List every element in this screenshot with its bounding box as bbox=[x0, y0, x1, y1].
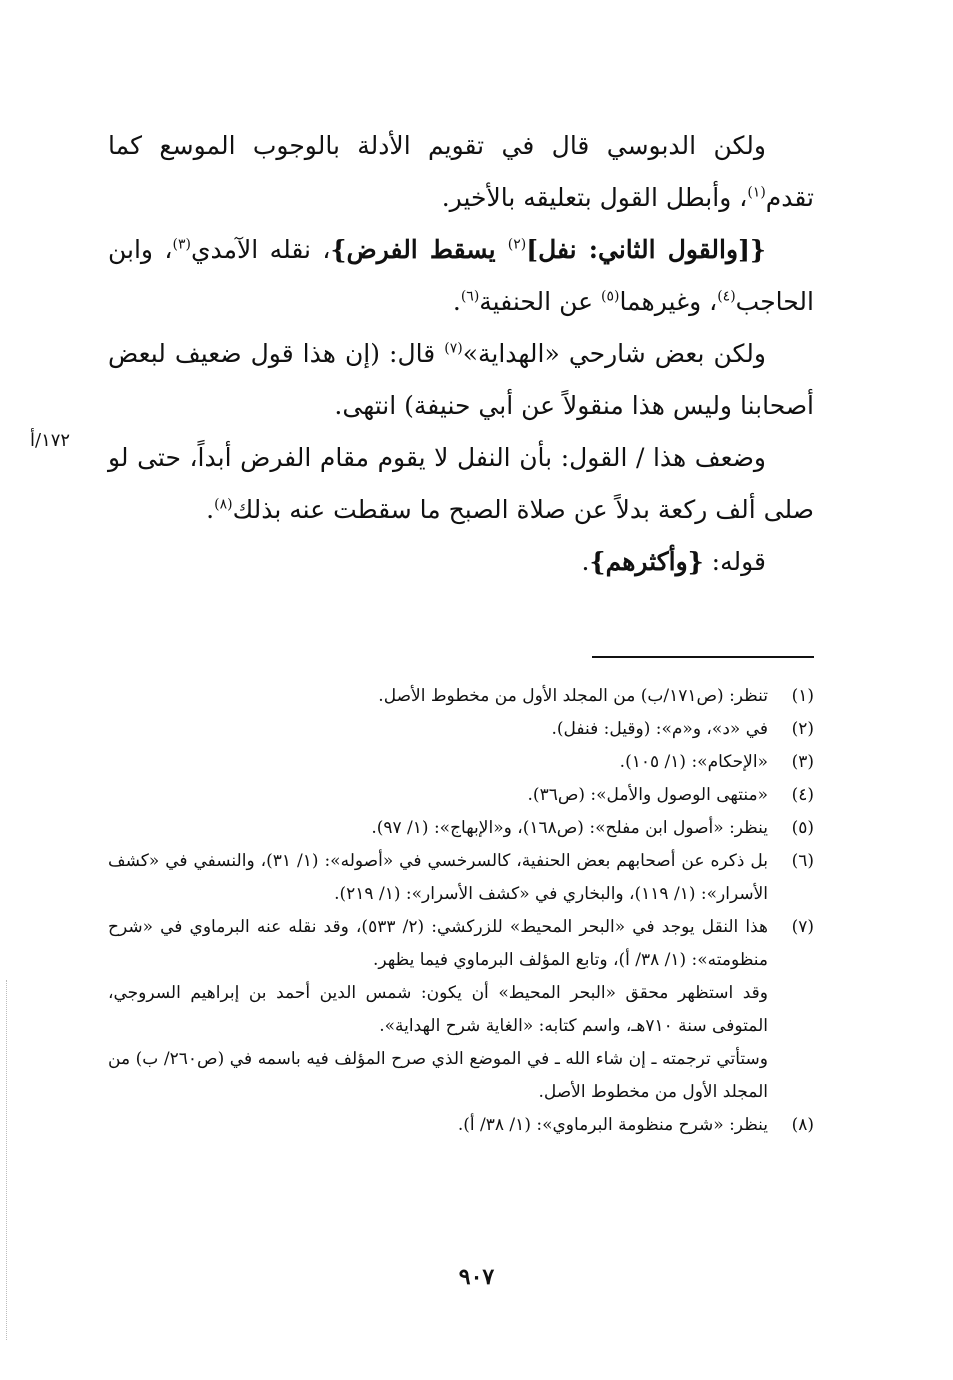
paragraph-5 bbox=[108, 536, 814, 588]
paragraph-2-text-a: ، نقله الآمدي bbox=[190, 235, 331, 264]
footnote-body bbox=[108, 713, 768, 746]
footnote-ref-1[interactable]: (١) bbox=[747, 184, 766, 201]
paragraph-4-text: وضعف هذا / القول: بأن النفل لا يقوم مقام الفرض أبداً، حتى لو صلى ألف ركعة بدلاً عن صلاة الصبح ما سقطت عنه بذلك bbox=[108, 443, 814, 524]
paragraph-2-text-b: ، وابن الحاجب bbox=[108, 235, 814, 316]
footnote-4 bbox=[108, 779, 814, 812]
footnote-body bbox=[108, 1109, 768, 1142]
footnote-2 bbox=[108, 713, 814, 746]
footnote-8 bbox=[108, 1109, 814, 1142]
footnote-ref-2[interactable]: (٢) bbox=[507, 236, 527, 253]
footnote-ref-8[interactable]: (٨) bbox=[214, 496, 233, 513]
paragraph-1 bbox=[108, 120, 814, 224]
footnote-text: تنظر: (ص١٧١/ب) من المجلد الأول من مخطوط الأصل. bbox=[378, 686, 768, 706]
manuscript-folio-note: ١٧٢/أ bbox=[30, 430, 71, 451]
footnote-number: (٦) bbox=[791, 851, 814, 871]
footnote-ref-7[interactable]: (٧) bbox=[444, 340, 463, 357]
footnote-7 bbox=[108, 911, 814, 1109]
footnote-body bbox=[108, 845, 768, 911]
footnote-text: وستأتي ترجمته ـ إن شاء الله ـ في الموضع الذي صرح المؤلف فيه باسمه في (ص٢٦٠/ ب) من المجلد الأول من مخطوط الأصل. bbox=[108, 1049, 768, 1102]
paragraph-5-start: قوله: bbox=[703, 547, 766, 576]
footnote-body bbox=[108, 680, 768, 713]
footnote-text: هذا النقل يوجد في «البحر المحيط» للزركشي: (٢/ ٥٣٣)، وقد نقله عنه البرماوي في «شرح منظومته»: (١/ ٣٨/ أ)، وتابع المؤلف البرماوي فيما يظهر. bbox=[108, 917, 768, 970]
paragraph-2 bbox=[108, 224, 814, 328]
page-number: ٩٠٧ bbox=[458, 1264, 495, 1290]
paragraph-5-end: . bbox=[581, 547, 590, 576]
footnote-ref-5[interactable]: (٥) bbox=[600, 288, 620, 305]
paragraph-2-bold-text: يسقط الفرض} bbox=[330, 235, 508, 264]
footnote-ref-6[interactable]: (٦) bbox=[460, 288, 480, 305]
footnote-number: (٥) bbox=[791, 818, 814, 838]
footnote-separator bbox=[592, 656, 814, 658]
footnote-number: (٢) bbox=[791, 719, 814, 739]
footnote-text: ينظر: «أصول ابن مفلح»: (ص١٦٨)، و«الإبهاج»: (١/ ٩٧). bbox=[371, 818, 768, 838]
footnote-body bbox=[108, 746, 768, 779]
paragraph-2-text-d: عن الحنفية bbox=[479, 287, 601, 316]
paragraph-3-rest: قال: (إن هذا قول ضعيف لبعض أصحابنا وليس هذا منقولاً عن أبي حنيفة) انتهى. bbox=[108, 339, 814, 420]
footnote-body bbox=[108, 779, 768, 812]
paragraph-1-tail: ، وأبطل القول بتعليقه بالأخير. bbox=[441, 183, 748, 212]
footnote-5 bbox=[108, 812, 814, 845]
footnotes-section bbox=[108, 680, 814, 1142]
paragraph-3 bbox=[108, 328, 814, 432]
footnote-number: (٨) bbox=[791, 1115, 814, 1135]
footnote-text: بل ذكره عن أصحابهم بعض الحنفية، كالسرخسي في «أصوله»: (١/ ٣١)، والنسفي في «كشف الأسرار»: (١/ ١١٩)، والبخاري في «كشف الأسرار»: (١/ ٢١٩). bbox=[108, 851, 768, 904]
paragraph-4-end: . bbox=[206, 495, 215, 524]
footnote-6 bbox=[108, 845, 814, 911]
footnote-body bbox=[108, 911, 768, 1109]
main-text-body bbox=[108, 120, 814, 588]
paragraph-2-end: . bbox=[452, 287, 461, 316]
footnote-text: «الإحكام»: (١/ ١٠٥). bbox=[619, 752, 768, 772]
footnote-text: «منتهى الوصول والأمل»: (ص٣٦). bbox=[527, 785, 768, 805]
footnote-number: (٧) bbox=[791, 917, 814, 937]
footnote-1 bbox=[108, 680, 814, 713]
footnote-number: (٣) bbox=[791, 752, 814, 772]
footnote-text: ينظر: «شرح منظومة البرماوي»: (١/ ٣٨/ أ). bbox=[457, 1115, 768, 1135]
footnote-body bbox=[108, 812, 768, 845]
paragraph-2-text-c: ، وغيرهما bbox=[619, 287, 718, 316]
footnote-number: (١) bbox=[791, 686, 814, 706]
footnote-ref-3[interactable]: (٣) bbox=[172, 236, 191, 253]
paragraph-2-heading: {[والقول الثاني: نفل] bbox=[526, 235, 766, 264]
footnote-3 bbox=[108, 746, 814, 779]
paragraph-1-text: ولكن الدبوسي قال في تقويم الأدلة بالوجوب الموسع كما تقدم bbox=[108, 131, 814, 212]
footnote-text: وقد استظهر محقق «البحر المحيط» أن يكون: شمس الدين أحمد بن إبراهيم السروجي، المتوفى سنة ٧١٠هـ، واسم كتابه: «الغاية شرح الهداية». bbox=[108, 983, 768, 1036]
footnote-text: في «د»، و«م»: (وقيل: فنفل). bbox=[551, 719, 768, 739]
footnote-number: (٤) bbox=[791, 785, 814, 805]
paragraph-5-bold: {وأكثرهم} bbox=[589, 547, 704, 576]
paragraph-3-start: ولكن بعض شارحي «الهداية» bbox=[462, 339, 766, 368]
footnote-ref-4[interactable]: (٤) bbox=[717, 288, 736, 305]
paragraph-4 bbox=[108, 432, 814, 536]
